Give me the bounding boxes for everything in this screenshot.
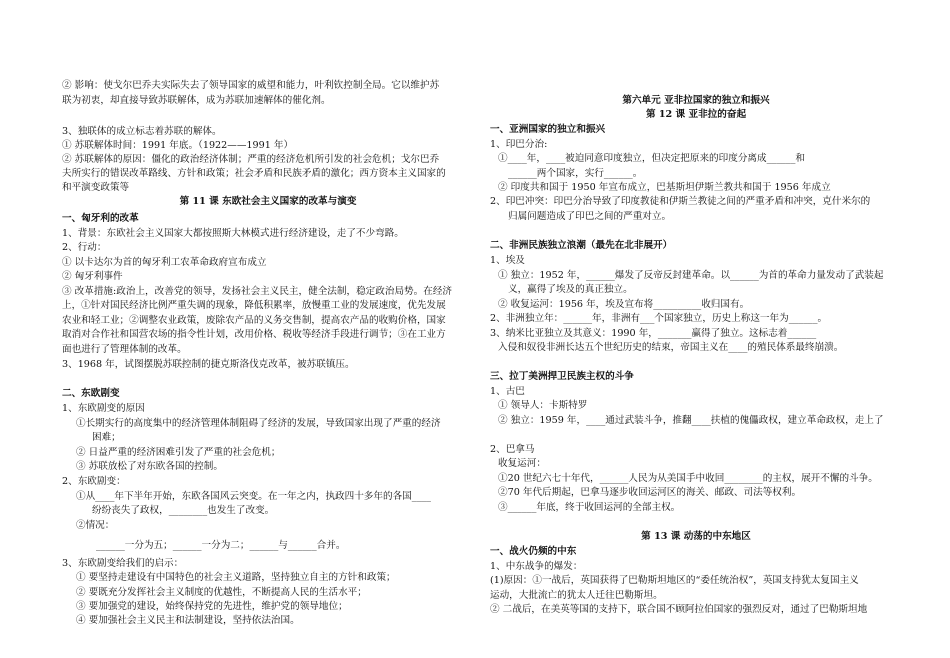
paragraph-line: 夫所实行的错误改革路线、方针和政策；社会矛盾和民族矛盾的激化；西方资本主义国家的 (62, 168, 446, 179)
paragraph-line: ① 领导人：卡斯特罗 (498, 400, 588, 411)
paragraph-line: ② 收复运河：1956 年，埃及宣布将__________收归国有。 (498, 299, 750, 310)
paragraph-line: ②70 年代后期起，巴拿马逐步收回运河区的海关、邮政、司法等权利。 (498, 487, 802, 498)
paragraph-line: 2、巴拿马 (490, 444, 535, 455)
lesson-11-title: 第 11 课 东欧社会主义国家的改革与演变 (179, 196, 357, 207)
paragraph-line: ② 要既充分发挥社会主义制度的优越性，不断提高人民的生活水平； (76, 587, 367, 598)
paragraph-line: 义，赢得了埃及的真正独立。 (508, 284, 633, 295)
unit-6-title: 第六单元 亚非拉国家的独立和振兴 (622, 95, 770, 106)
paragraph-line: ③ 要加强党的建设，始终保持党的先进性，维护党的领导地位； (76, 601, 348, 612)
paragraph-line: 2、非洲独立年：______年，非洲有___个国家独立，历史上称这一年为______。 (490, 313, 828, 324)
paragraph-line: 联为初衷，却直接导致苏联解体，成为苏联加速解体的催化剂。 (62, 95, 331, 106)
section-heading: 二、非洲民族独立浪潮（最先在北非展开） (490, 240, 673, 251)
paragraph-line: ______两个国家，实行______。 (508, 168, 643, 179)
paragraph-line: 2、行动： (62, 242, 107, 253)
lesson-13-title: 第 13 课 动荡的中东地区 (641, 531, 751, 542)
paragraph-line: 纷纷丧失了政权，________也发生了改变。 (92, 505, 275, 516)
lesson-12-title: 第 12 课 亚非拉的奋起 (645, 109, 747, 120)
paragraph-line: ②情况： (76, 520, 115, 531)
paragraph-line: 1、古巴 (490, 386, 525, 397)
paragraph-line: 1、东欧剧变的原因 (62, 403, 145, 414)
paragraph-line: (1)原因：①一战后，英国获得了巴勒斯坦地区的“委任统治权”，英国支持犹太复国主义 (490, 575, 859, 586)
paragraph-line: 归属问题造成了印巴之间的严重对立。 (508, 211, 672, 222)
paragraph-line: 上，①针对国民经济比例严重失调的现象，降低积累率，放慢重工业的发展速度，优先发展 (62, 300, 446, 311)
section-heading: 三、拉丁美洲捍卫民族主权的斗争 (490, 371, 634, 382)
paragraph-line: 面也进行了管理体制的改革。 (62, 344, 187, 355)
paragraph-line: 农业和轻工业；②调整农业政策，废除农产品的义务交售制，提高农产品的收购价格，国家 (62, 315, 446, 326)
paragraph-line: 3、独联体的成立标志着苏联的解体。 (62, 126, 222, 137)
paragraph-line: 1、背景：东欧社会主义国家大都按照斯大林模式进行经济建设，走了不少弯路。 (62, 228, 404, 239)
paragraph-line: 1、中东战争的爆发： (490, 561, 583, 572)
paragraph-line: 取消对合作社和国营农场的指令性计划，改用价格、税收等经济手段进行调节；③在工业方 (62, 329, 446, 340)
paragraph-line: ①20 世纪六七十年代，______人民为从美国手中收回________的主权，展开不懈的斗争。 (498, 473, 878, 484)
paragraph-line: ______一分为五；______一分为二；______与______合并。 (96, 540, 346, 551)
paragraph-line: ② 匈牙利事件 (62, 271, 123, 282)
paragraph-line: ④ 要加强社会主义民主和法制建设，坚持依法治国。 (76, 615, 300, 626)
paragraph-line: ② 印度共和国于 1950 年宣布成立，巴基斯坦伊斯兰教共和国于 1956 年成立 (498, 182, 831, 193)
paragraph-line: ① 以卡达尔为首的匈牙利工农革命政府宣布成立 (62, 257, 267, 268)
paragraph-line: 入侵和奴役非洲长达五个世纪历史的结束，帝国主义在____的殖民体系最终崩溃。 (498, 342, 844, 353)
paragraph-line: 3、东欧剧变给我们的启示： (62, 558, 184, 569)
paragraph-line: ① 独立：1952 年，______爆发了反帝反封建革命。以______为首的革命力量发动了武装起 (498, 270, 884, 281)
paragraph-line: 3、1968 年，试图摆脱苏联控制的捷克斯洛伐克改革，被苏联镇压。 (62, 359, 355, 370)
paragraph-line: ② 二战后，在美英等国的支持下，联合国不顾阿拉伯国家的强烈反对，通过了巴勒斯坦地 (490, 604, 868, 615)
paragraph-line: ①从____年下半年开始，东欧各国风云突变。在一年之内，执政四十多年的各国____ (76, 491, 431, 502)
paragraph-line: 困难； (92, 432, 121, 443)
section-heading: 二、东欧剧变 (62, 388, 120, 399)
paragraph-line: ② 影响：使戈尔巴乔夫实际失去了领导国家的威望和能力，叶利钦控制全局。它以维护苏 (62, 80, 440, 91)
paragraph-line: ① 苏联解体时间：1991 年底。（1922——1991 年） (62, 140, 294, 151)
section-heading: 一、战火仍频的中东 (490, 546, 577, 557)
paragraph-line: 2、东欧剧变： (62, 476, 126, 487)
paragraph-line: 收复运河： (498, 458, 546, 469)
paragraph-line: 1、埃及 (490, 255, 525, 266)
paragraph-line: 1、印巴分治: (490, 139, 548, 150)
paragraph-line: ③______年底，终于收回运河的全部主权。 (498, 502, 681, 513)
paragraph-line: 2、印巴冲突：印巴分治导致了印度教徒和伊斯兰教徒之间的严重矛盾和冲突，克什米尔的 (490, 196, 871, 207)
paragraph-line: ② 独立：1959 年，____通过武装斗争，推翻____扶植的傀儡政权，建立革命政权，走上了 (498, 415, 884, 426)
section-heading: 一、匈牙利的改革 (62, 213, 139, 224)
paragraph-line: ③ 苏联放松了对东欧各国的控制。 (76, 461, 223, 472)
paragraph-line: 运动，大批流亡的犹太人迁往巴勒斯坦。 (490, 590, 663, 601)
paragraph-line: ③ 改革措施:政治上，改善党的领导，发扬社会主义民主，健全法制，稳定政治局势。在经济 (62, 286, 453, 297)
paragraph-line: ①____年，____被迫同意印度独立，但决定把原来的印度分离成______和 (498, 153, 805, 164)
paragraph-line: ①长期实行的高度集中的经济管理体制阻碍了经济的发展，导致国家出现了严重的经济 (76, 418, 441, 429)
paragraph-line: 和平演变政策等 (62, 182, 130, 193)
paragraph-line: ① 要坚持走建设有中国特色的社会主义道路，坚持独立自主的方针和政策； (76, 572, 396, 583)
paragraph-line: 3、纳米比亚独立及其意义：1990 年，_______赢得了独立。这标志着______ (490, 328, 817, 339)
paragraph-line: ② 日益严重的经济困难引发了严重的社会危机； (76, 447, 281, 458)
paragraph-line: ② 苏联解体的原因：僵化的政治经济体制；严重的经济危机所引发的社会危机；戈尔巴乔 (62, 154, 440, 165)
section-heading: 一、亚洲国家的独立和振兴 (490, 124, 606, 135)
